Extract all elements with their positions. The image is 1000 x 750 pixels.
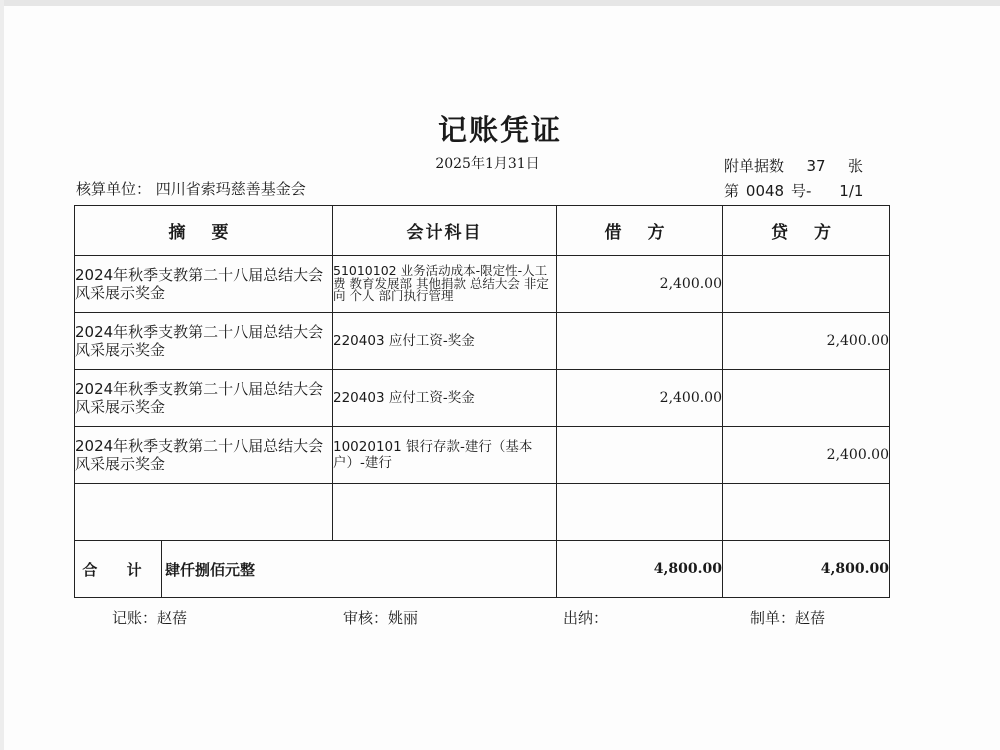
- row-credit: [723, 370, 890, 427]
- row-summary: 2024年秋季支教第二十八届总结大会风采展示奖金: [75, 370, 333, 427]
- row-credit: 2,400.00: [723, 427, 890, 484]
- voucher-number-suffix: 号-: [791, 182, 812, 200]
- accounting-unit-label: 核算单位：: [76, 180, 152, 198]
- total-credit: 4,800.00: [723, 541, 890, 598]
- scan-edge: [0, 0, 1000, 6]
- preparer-label: 制单：: [750, 609, 796, 627]
- reviewer-label: 审核：: [343, 609, 389, 627]
- preparer-name: 赵蓓: [795, 609, 826, 627]
- table-row-empty: [75, 484, 890, 541]
- attachment-unit: 张: [848, 157, 864, 175]
- row-summary: [75, 484, 333, 541]
- row-subject: 220403 应付工资-奖金: [333, 313, 557, 370]
- row-summary: 2024年秋季支教第二十八届总结大会风采展示奖金: [75, 427, 333, 484]
- attachment-count: [724, 155, 863, 176]
- voucher-number: [724, 180, 863, 201]
- row-summary: 2024年秋季支教第二十八届总结大会风采展示奖金: [75, 256, 333, 313]
- row-subject: 10020101 银行存款-建行（基本户）-建行: [333, 427, 557, 484]
- bookkeeper-signature: [112, 607, 187, 628]
- row-debit: 2,400.00: [557, 256, 723, 313]
- preparer-signature: [750, 607, 825, 628]
- header-summary: 摘 要: [75, 206, 333, 256]
- row-debit: [557, 427, 723, 484]
- total-debit: 4,800.00: [557, 541, 723, 598]
- table-header-row: [75, 206, 890, 256]
- table-row: [75, 427, 890, 484]
- accounting-unit-name: 四川省索玛慈善基金会: [155, 180, 306, 198]
- row-credit: [723, 256, 890, 313]
- voucher-page-count: 1/1: [839, 182, 864, 200]
- voucher-table: [74, 205, 890, 598]
- voucher-number-prefix: 第: [724, 182, 740, 200]
- header-subject: 会计科目: [333, 206, 557, 256]
- total-label: 合 计: [75, 541, 162, 597]
- cashier-label: 出纳：: [563, 609, 609, 627]
- header-credit: 贷 方: [723, 206, 890, 256]
- table-row: [75, 370, 890, 427]
- reviewer-name: 姚丽: [388, 609, 419, 627]
- voucher-title: 记账凭证: [437, 113, 562, 147]
- row-credit: 2,400.00: [723, 313, 890, 370]
- row-debit: [557, 484, 723, 541]
- row-debit: [557, 313, 723, 370]
- row-credit: [723, 484, 890, 541]
- reviewer-signature: [343, 607, 418, 628]
- total-label-cell: [75, 541, 557, 598]
- cashier-signature: [563, 607, 608, 628]
- accounting-unit: [76, 178, 306, 199]
- row-summary: 2024年秋季支教第二十八届总结大会风采展示奖金: [75, 313, 333, 370]
- total-amount-in-words: 肆仟捌佰元整: [165, 560, 256, 579]
- row-subject: 51010102 业务活动成本-限定性-人工费 教育发展部 其他捐款 总结大会 非定向 个人 部门执行管理: [333, 256, 557, 313]
- voucher-date: 2025年1月31日: [435, 156, 540, 172]
- row-subject: [333, 484, 557, 541]
- row-subject: 220403 应付工资-奖金: [333, 370, 557, 427]
- bookkeeper-label: 记账：: [112, 609, 158, 627]
- attachment-label: 附单据数: [724, 157, 785, 175]
- table-row: [75, 256, 890, 313]
- voucher-number-value: 0048: [745, 182, 785, 200]
- header-debit: 借 方: [557, 206, 723, 256]
- attachment-number: 37: [806, 157, 826, 175]
- bookkeeper-name: 赵蓓: [157, 609, 188, 627]
- total-row: [75, 541, 890, 598]
- table-row: [75, 313, 890, 370]
- row-debit: 2,400.00: [557, 370, 723, 427]
